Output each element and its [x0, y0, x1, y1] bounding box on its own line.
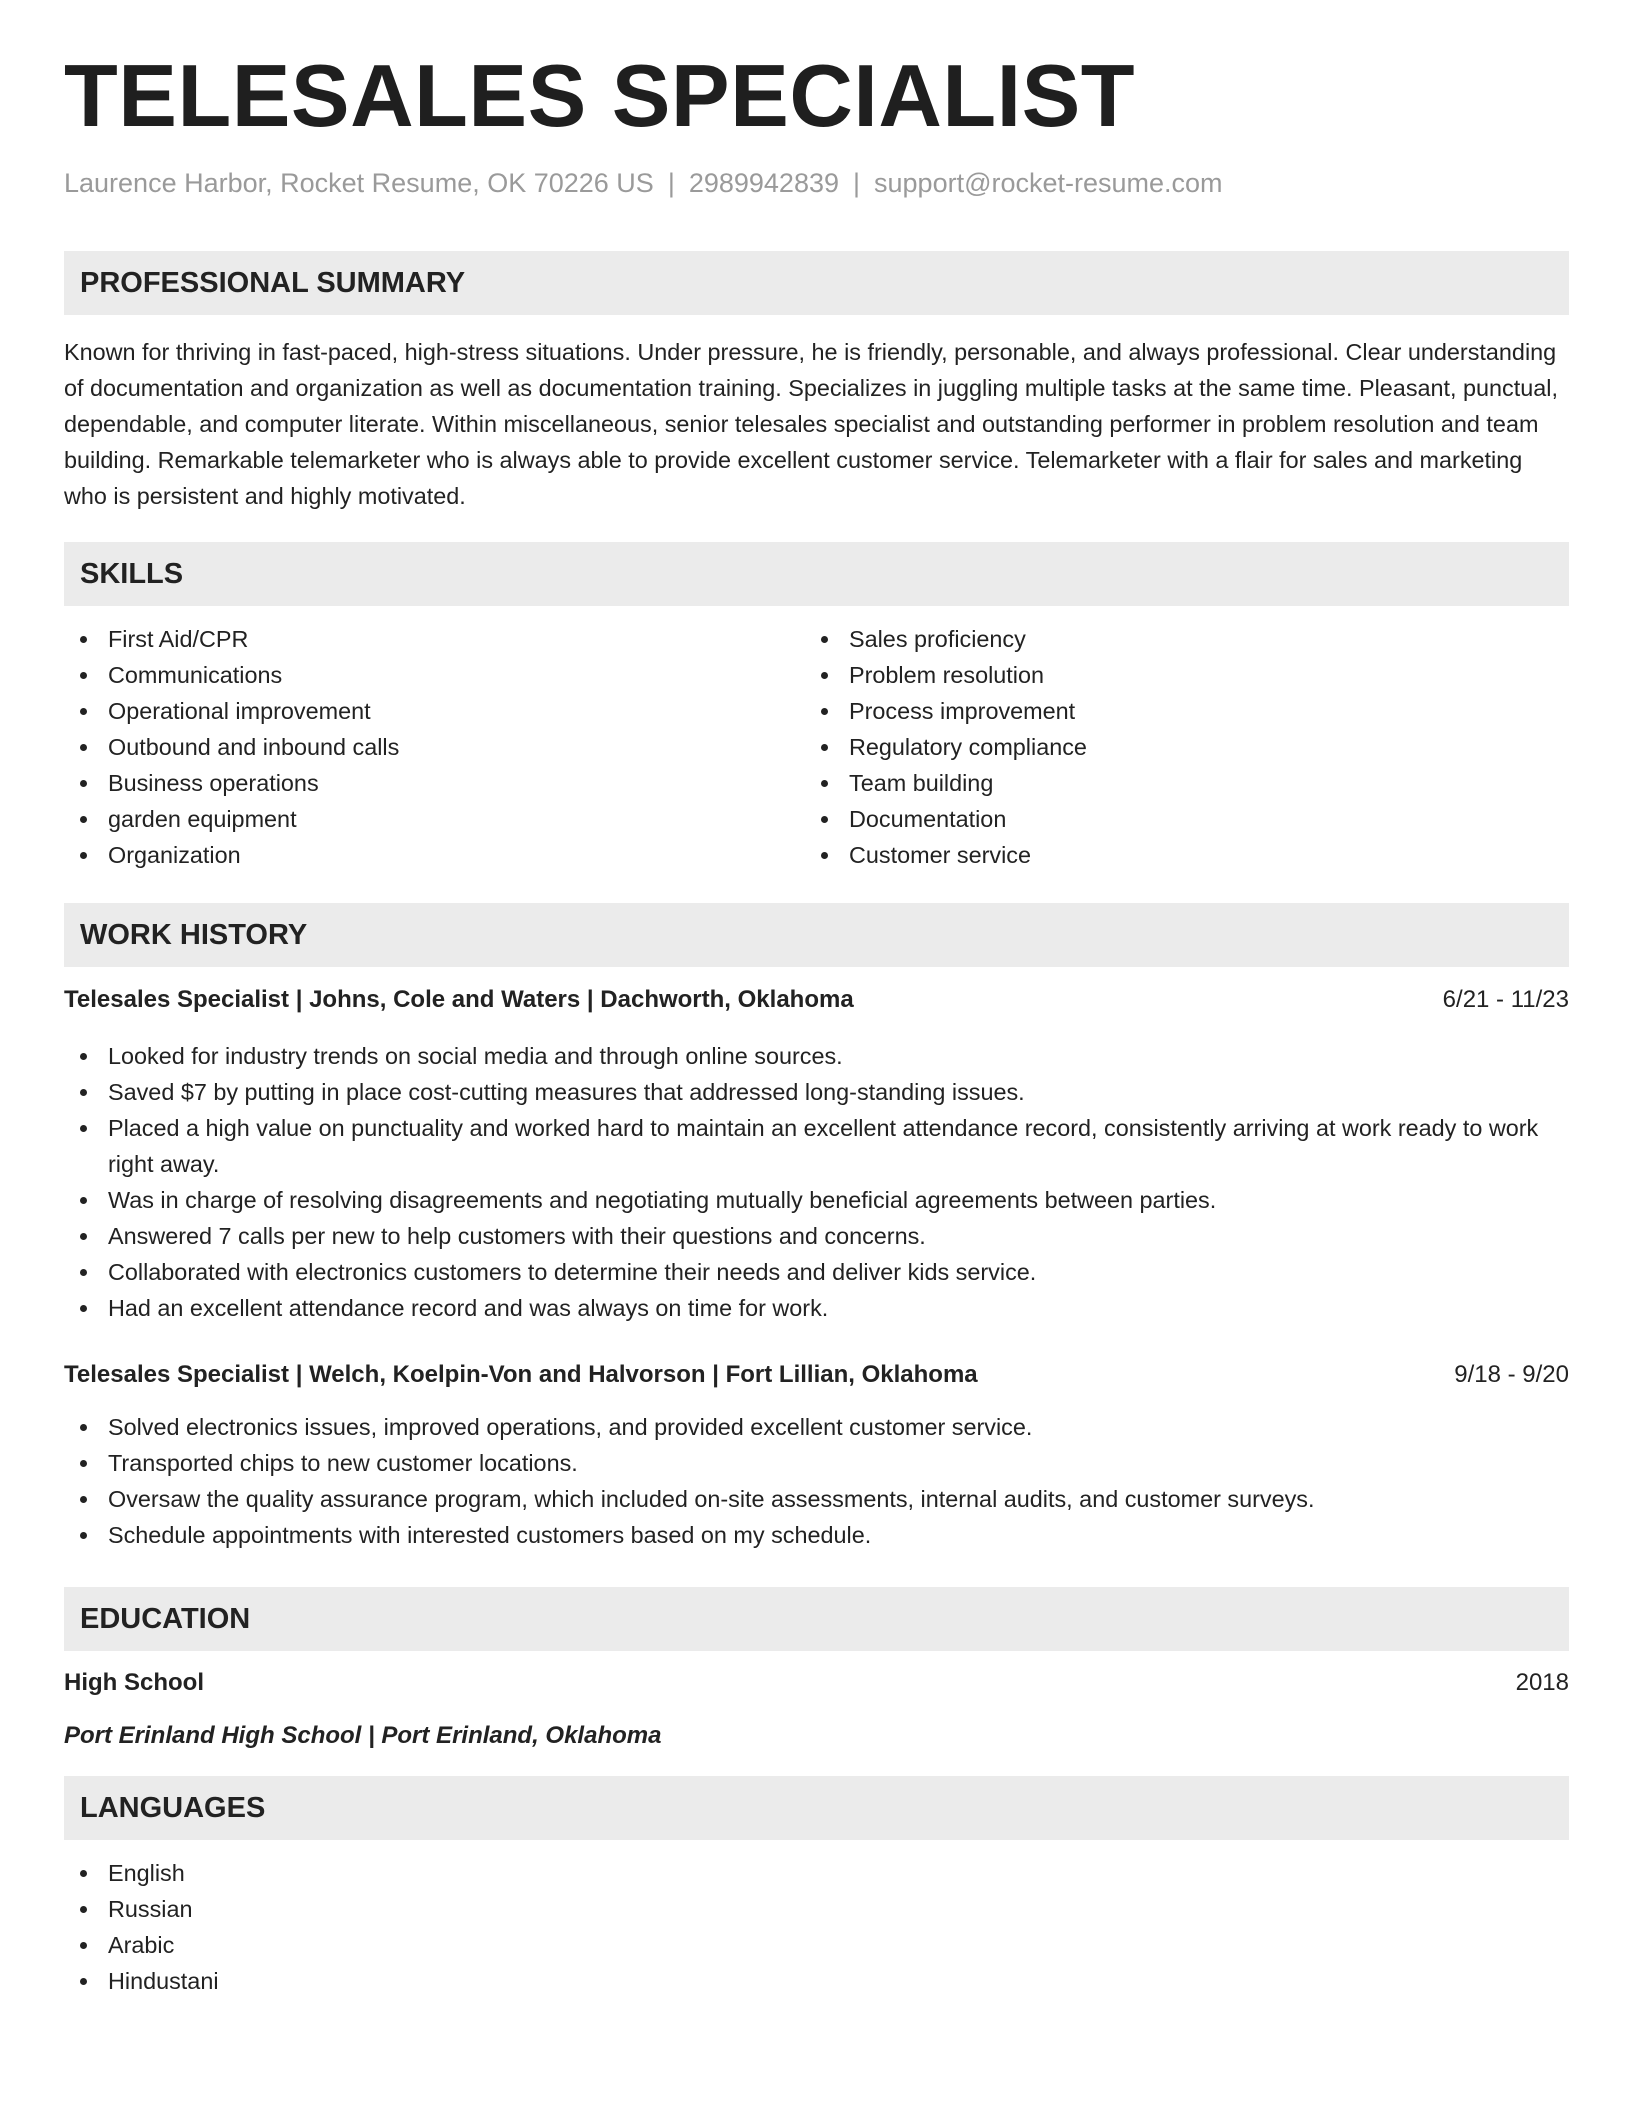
skill-item: Operational improvement — [64, 693, 784, 729]
skill-item: Sales proficiency — [805, 621, 1525, 657]
section-header-summary — [64, 251, 1569, 315]
resume-title: TELESALES SPECIALIST — [64, 46, 1136, 145]
job-bullet: Placed a high value on punctuality and worked hard to maintain an excellent attendance record, consistently arriving at work ready to work right away. — [64, 1110, 1569, 1182]
job-bullet: Looked for industry trends on social media and through online sources. — [64, 1038, 1569, 1074]
job-bullet: Oversaw the quality assurance program, which included on-site assessments, internal audits, and customer surveys. — [64, 1481, 1569, 1517]
skill-item: Process improvement — [805, 693, 1525, 729]
education-school: Port Erinland High School | Port Erinland, Oklahoma — [64, 1722, 662, 1749]
skill-item: garden equipment — [64, 801, 784, 837]
job-title: Telesales Specialist | Johns, Cole and Waters | Dachworth, Oklahoma — [64, 986, 854, 1013]
languages-list — [64, 1855, 784, 1999]
skill-item: Documentation — [805, 801, 1525, 837]
section-title-work: WORK HISTORY — [80, 919, 308, 951]
section-title-languages: LANGUAGES — [80, 1792, 266, 1824]
skill-item: Business operations — [64, 765, 784, 801]
job-bullet: Answered 7 calls per new to help customers with their questions and concerns. — [64, 1218, 1569, 1254]
contact-separator: | — [853, 168, 861, 198]
job-bullet: Saved $7 by putting in place cost-cutting measures that addressed long-standing issues. — [64, 1074, 1569, 1110]
job-title: Telesales Specialist | Welch, Koelpin-Von and Halvorson | Fort Lillian, Oklahoma — [64, 1361, 978, 1388]
skills-list-right — [805, 621, 1525, 873]
job-dates: 9/18 - 9/20 — [1454, 1361, 1569, 1388]
section-header-work — [64, 903, 1569, 967]
skills-list-left — [64, 621, 784, 873]
section-header-education — [64, 1587, 1569, 1651]
contact-phone: 2989942839 — [688, 168, 839, 198]
contact-line — [64, 168, 1223, 199]
job-bullets — [64, 1038, 1569, 1326]
skill-item: Regulatory compliance — [805, 729, 1525, 765]
section-header-languages — [64, 1776, 1569, 1840]
language-item: Russian — [64, 1891, 784, 1927]
skill-item: Team building — [805, 765, 1525, 801]
contact-email: support@rocket-resume.com — [874, 168, 1223, 198]
contact-address: Laurence Harbor, Rocket Resume, OK 70226 US — [64, 168, 654, 198]
job-bullet: Collaborated with electronics customers to determine their needs and deliver kids service. — [64, 1254, 1569, 1290]
job-header — [64, 1357, 1569, 1393]
skill-item: Outbound and inbound calls — [64, 729, 784, 765]
job-bullets — [64, 1409, 1569, 1553]
education-year: 2018 — [1515, 1669, 1569, 1696]
summary-text: Known for thriving in fast-paced, high-stress situations. Under pressure, he is friendly, personable, and always professional. Clear understanding of documentation and organization as well as documentation training. Specializes in juggling multiple tasks at the same time. Pleasant, punctual, dependable, and computer literate. Within miscellaneous, senior telesales specialist and outstanding performer in problem resolution and team building. Remarkable telemarketer who is always able to provide excellent customer service. Telemarketer with a flair for sales and marketing who is persistent and highly motivated. — [64, 339, 1558, 509]
job-header — [64, 982, 1569, 1018]
language-item: Hindustani — [64, 1963, 784, 1999]
skill-item: First Aid/CPR — [64, 621, 784, 657]
skill-item: Communications — [64, 657, 784, 693]
job-bullet: Transported chips to new customer locations. — [64, 1445, 1569, 1481]
job-bullet: Schedule appointments with interested customers based on my schedule. — [64, 1517, 1569, 1553]
job-dates: 6/21 - 11/23 — [1442, 986, 1569, 1013]
section-header-skills — [64, 542, 1569, 606]
job-bullet: Had an excellent attendance record and was always on time for work. — [64, 1290, 1569, 1326]
language-item: English — [64, 1855, 784, 1891]
job-bullet: Was in charge of resolving disagreements and negotiating mutually beneficial agreements between parties. — [64, 1182, 1569, 1218]
contact-separator: | — [667, 168, 675, 198]
education-degree: High School — [64, 1669, 204, 1696]
education-header — [64, 1665, 1569, 1701]
section-title-skills: SKILLS — [80, 558, 184, 590]
skill-item: Customer service — [805, 837, 1525, 873]
job-bullet: Solved electronics issues, improved operations, and provided excellent customer service. — [64, 1409, 1569, 1445]
skill-item: Problem resolution — [805, 657, 1525, 693]
language-item: Arabic — [64, 1927, 784, 1963]
skill-item: Organization — [64, 837, 784, 873]
section-title-education: EDUCATION — [80, 1603, 251, 1635]
section-title-summary: PROFESSIONAL SUMMARY — [80, 267, 466, 299]
